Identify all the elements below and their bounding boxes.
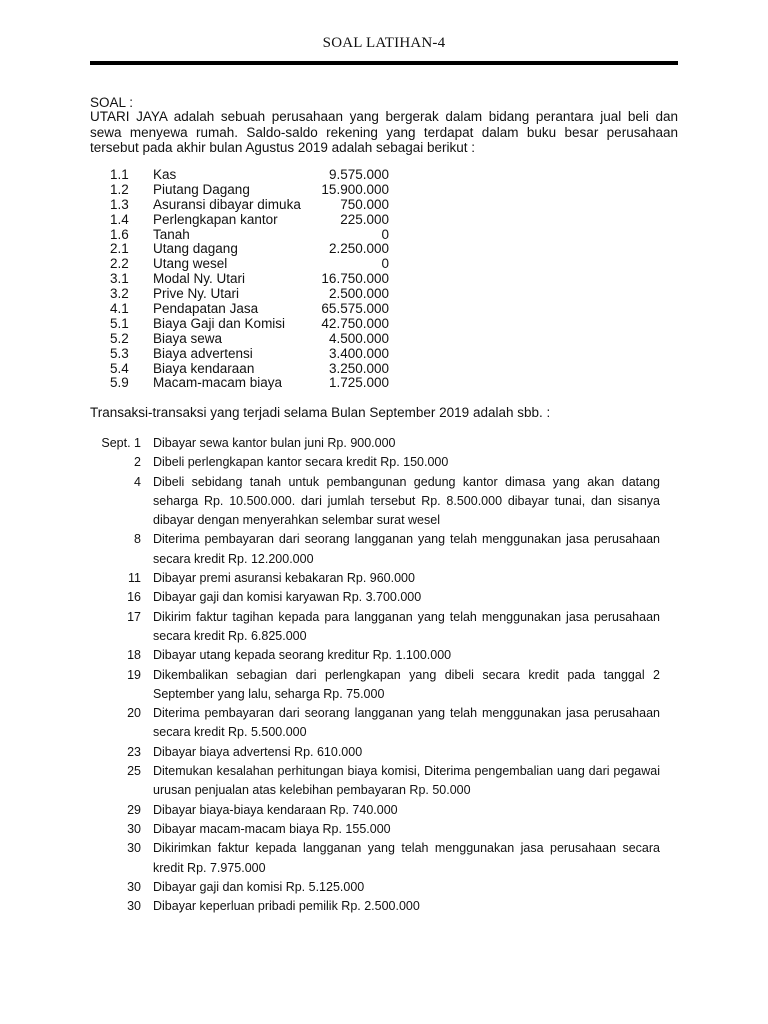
transaction-row (90, 762, 678, 801)
account-balance-list (90, 168, 410, 391)
transaction-description: Dibayar keperluan pribadi pemilik Rp. 2.500.000 (153, 899, 420, 914)
transaction-description: Diterima pembayaran dari seorang langganan yang telah menggunakan jasa perusahaan secara kredit Rp. 12.200.000 (153, 532, 660, 566)
transaction-description: Dikirim faktur tagihan kepada para langganan yang telah menggunakan jasa perusahaan secara kredit Rp. 6.825.000 (153, 609, 660, 643)
transaction-date: 25 (127, 764, 141, 779)
account-row (90, 302, 410, 317)
transaction-description: Dibayar utang kepada seorang kreditur Rp. 1.100.000 (153, 648, 452, 663)
account-balance: 1.725.000 (328, 375, 389, 391)
account-number: 1.6 (110, 226, 129, 242)
account-row (90, 242, 410, 257)
transaction-row (90, 473, 678, 531)
account-balance: 0 (381, 256, 389, 272)
transaction-description: Dibayar sewa kantor bulan juni Rp. 900.000 (153, 436, 396, 450)
transaction-description: Dibayar gaji dan komisi Rp. 5.125.000 (153, 879, 365, 894)
transaction-date: 18 (127, 648, 141, 663)
account-balance: 3.400.000 (328, 345, 389, 361)
account-row (90, 198, 410, 213)
transaction-date: 16 (127, 590, 141, 605)
account-balance: 2.500.000 (328, 286, 389, 302)
transaction-row (90, 666, 678, 705)
transaction-row (90, 530, 678, 569)
transaction-description: Ditemukan kesalahan perhitungan biaya komisi, Diterima pengembalian uang dari pegawai urusan penjualan atas kelebihan pembayaran Rp. 50.000 (153, 764, 660, 798)
account-number: 5.9 (110, 375, 129, 391)
transaction-description: Dibayar gaji dan komisi karyawan Rp. 3.700.000 (153, 590, 422, 605)
account-number: 5.4 (110, 360, 129, 376)
transaction-date: 4 (134, 474, 141, 489)
transaction-date: 8 (134, 532, 141, 547)
account-balance: 65.575.000 (321, 301, 389, 317)
account-name: Macam-macam biaya (153, 375, 283, 391)
account-balance: 42.750.000 (321, 315, 389, 331)
account-row (90, 376, 410, 391)
transaction-date: 30 (127, 879, 141, 894)
transaction-date: 20 (127, 706, 141, 721)
transaction-date: 2 (134, 455, 141, 470)
transaction-row (90, 608, 678, 647)
transaction-description: Dikembalikan sebagian dari perlengkapan yang dibeli secara kredit pada tanggal 2 September yang lalu, seharga Rp. 75.000 (153, 667, 660, 701)
account-number: 1.3 (110, 196, 129, 212)
transaction-row (90, 704, 678, 743)
transaction-date: 30 (127, 841, 141, 856)
account-row (90, 257, 410, 272)
account-number: 2.1 (110, 241, 129, 257)
transaction-description: Dikirimkan faktur kepada langganan yang telah menggunakan jasa perusahaan secara kredit Rp. 7.975.000 (153, 841, 660, 875)
account-name: Biaya advertensi (153, 345, 253, 361)
transaction-date: 19 (127, 667, 141, 682)
account-number: 3.2 (110, 286, 129, 302)
transaction-date: Sept. 1 (101, 436, 141, 450)
account-balance: 750.000 (340, 196, 389, 212)
account-row (90, 183, 410, 198)
account-name: Biaya Gaji dan Komisi (153, 315, 286, 331)
account-name: Asuransi dibayar dimuka (153, 196, 301, 212)
transaction-row (90, 820, 678, 839)
account-balance: 3.250.000 (328, 360, 389, 376)
transaction-description: Dibeli sebidang tanah untuk pembangunan gedung kantor dimasa yang akan datang seharga Rp. 10.500.000. dari jumlah tersebut Rp. 8.500.000 dibayar tunai, dan sisanya dibayar dengan menyerahkan selembar surat wesel (153, 474, 660, 528)
account-balance: 16.750.000 (321, 271, 389, 287)
transaction-row (90, 743, 678, 762)
transaction-row (90, 878, 678, 897)
account-row (90, 168, 410, 183)
account-row (90, 228, 410, 243)
transaction-date: 11 (128, 571, 141, 586)
account-name: Prive Ny. Utari (153, 286, 240, 302)
account-name: Pendapatan Jasa (153, 301, 259, 317)
account-number: 5.1 (110, 315, 129, 331)
account-row (90, 287, 410, 302)
account-row (90, 213, 410, 228)
transaction-description: Dibayar premi asuransi kebakaran Rp. 960.000 (153, 571, 415, 586)
transaction-row (90, 588, 678, 607)
account-row (90, 332, 410, 347)
transaction-date: 23 (127, 744, 141, 759)
account-number: 1.2 (110, 181, 129, 197)
account-number: 1.4 (110, 211, 129, 227)
account-number: 3.1 (110, 271, 129, 287)
soal-label: SOAL : (90, 95, 134, 110)
account-balance: 2.250.000 (328, 241, 389, 257)
transaction-list (90, 434, 678, 916)
account-name: Biaya sewa (153, 330, 223, 346)
account-number: 5.3 (110, 345, 129, 361)
intro-paragraph: UTARI JAYA adalah sebuah perusahaan yang bergerak dalam bidang perantara jual beli dan sewa menyewa rumah. Saldo-saldo rekening yang terdapat dalam buku besar perusahaan tersebut pada akhir bulan Agustus 2019 adalah sebagai berikut : (90, 109, 678, 155)
transaction-row (90, 434, 678, 453)
transaction-row (90, 569, 678, 588)
transaction-date: 29 (127, 802, 141, 817)
account-number: 5.2 (110, 330, 129, 346)
transaction-row (90, 453, 678, 472)
transaction-row (90, 839, 678, 878)
account-balance: 225.000 (340, 211, 389, 227)
account-number: 1.1 (110, 167, 129, 182)
account-name: Piutang Dagang (153, 181, 250, 197)
account-balance: 4.500.000 (328, 330, 389, 346)
page-title: SOAL LATIHAN-4 (322, 35, 446, 51)
account-name: Biaya kendaraan (153, 360, 255, 376)
transaction-row (90, 646, 678, 665)
account-name: Tanah (153, 226, 190, 242)
account-balance: 15.900.000 (321, 181, 389, 197)
transaction-date: 17 (127, 609, 141, 624)
transaction-description: Diterima pembayaran dari seorang langganan yang telah menggunakan jasa perusahaan secara kredit Rp. 5.500.000 (153, 706, 660, 740)
transaction-row (90, 897, 678, 916)
account-name: Utang wesel (153, 256, 228, 272)
transaction-date: 30 (127, 821, 141, 836)
transaction-description: Dibeli perlengkapan kantor secara kredit Rp. 150.000 (153, 455, 449, 470)
account-row (90, 362, 410, 377)
account-row (90, 347, 410, 362)
account-name: Modal Ny. Utari (153, 271, 246, 287)
title-divider (90, 61, 678, 65)
account-balance: 9.575.000 (328, 167, 389, 182)
account-number: 4.1 (110, 301, 129, 317)
account-name: Perlengkapan kantor (153, 211, 278, 227)
transaction-description: Dibayar biaya-biaya kendaraan Rp. 740.000 (153, 802, 398, 817)
account-name: Utang dagang (153, 241, 238, 257)
account-balance: 0 (381, 226, 389, 242)
account-name: Kas (153, 167, 177, 182)
account-row (90, 317, 410, 332)
transaction-description: Dibayar macam-macam biaya Rp. 155.000 (153, 821, 391, 836)
account-number: 2.2 (110, 256, 129, 272)
transaction-description: Dibayar biaya advertensi Rp. 610.000 (153, 744, 363, 759)
transaction-date: 30 (127, 899, 141, 914)
account-row (90, 272, 410, 287)
transaction-row (90, 801, 678, 820)
transactions-intro: Transaksi-transaksi yang terjadi selama Bulan September 2019 adalah sbb. : (90, 405, 551, 420)
